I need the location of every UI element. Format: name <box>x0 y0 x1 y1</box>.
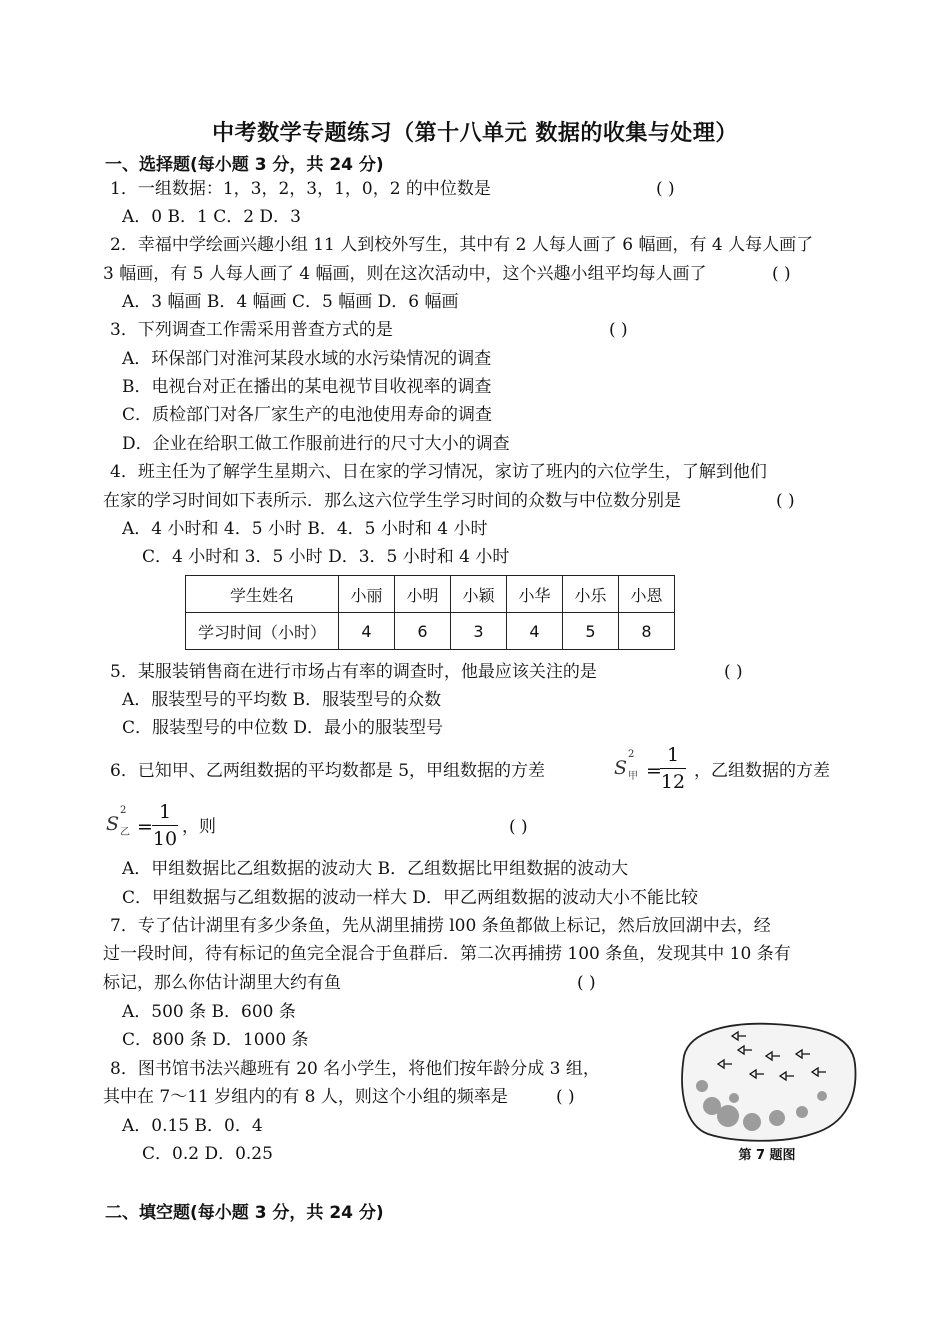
study-time-table <box>185 575 675 650</box>
q8-answer-paren: ( ) <box>556 1087 575 1107</box>
table-cell-name: 小恩 <box>619 576 675 613</box>
table-cell-hours: 4 <box>507 613 563 650</box>
q3-option-c: C．质检部门对各厂家生产的电池使用寿命的调查 <box>122 405 493 425</box>
q8-options-ab: A．0.15 B．0．4 <box>122 1116 263 1136</box>
fraction-numerator: 1 <box>666 744 680 766</box>
q3-option-d: D．企业在给职工做工作服前进行的尺寸大小的调查 <box>122 434 510 454</box>
table-cell-hours: 8 <box>619 613 675 650</box>
q5-options-ab: A．服装型号的平均数 B．服装型号的众数 <box>122 690 442 710</box>
table-row <box>186 576 675 613</box>
table-cell-hours: 4 <box>339 613 395 650</box>
fraction-numerator: 1 <box>158 801 172 823</box>
fraction-denominator: 10 <box>152 828 178 850</box>
fraction-bar <box>660 768 686 769</box>
q7-line2: 过一段时间，待有标记的鱼完全混合于鱼群后．第二次再捕捞 100 条鱼，发现其中 10 条有 <box>103 944 791 964</box>
variance-symbol-jia <box>614 749 639 782</box>
q4-options-cd: C．4 小时和 3．5 小时 D．3．5 小时和 4 小时 <box>142 547 510 567</box>
q6-options-cd: C．甲组数据与乙组数据的波动一样大 D．甲乙两组数据的波动大小不能比较 <box>122 888 699 908</box>
q7-options-ab: A．500 条 B．600 条 <box>122 1002 296 1022</box>
q6-stem-c: ，则 <box>182 817 216 837</box>
table-cell-name: 小华 <box>507 576 563 613</box>
table-cell-hours: 5 <box>563 613 619 650</box>
fraction-one-tenth <box>152 800 178 851</box>
q3-stem: 3．下列调查工作需采用普查方式的是 <box>110 320 393 340</box>
q3-option-b: B．电视台对正在播出的某电视节目收视率的调查 <box>122 377 492 397</box>
lake-figure <box>672 1016 862 1166</box>
q6-options-ab: A．甲组数据比乙组数据的波动大 B．乙组数据比甲组数据的波动大 <box>122 859 629 879</box>
table-cell-name: 小颖 <box>451 576 507 613</box>
fraction-one-twelfth <box>660 743 686 794</box>
q6-equals-1: = <box>646 760 662 782</box>
q4-answer-paren: ( ) <box>776 491 795 511</box>
q5-answer-paren: ( ) <box>724 662 743 682</box>
q1-stem: 1．一组数据：1，3，2，3，1，0，2 的中位数是 <box>110 179 491 199</box>
fraction-denominator: 12 <box>660 771 686 793</box>
q4-options-ab: A．4 小时和 4．5 小时 B．4．5 小时和 4 小时 <box>122 519 488 539</box>
q7-line3: 标记，那么你估计湖里大约有鱼 <box>103 973 341 993</box>
variance-letter: S <box>614 757 628 779</box>
variance-subscript: 乙 <box>120 827 131 838</box>
q1-answer-paren: ( ) <box>656 179 675 199</box>
q2-line1: 2．幸福中学绘画兴趣小组 11 人到校外写生，其中有 2 人每人画了 6 幅画，有 4 人每人画了 <box>110 235 814 255</box>
q6-stem-b: ，乙组数据的方差 <box>694 761 830 781</box>
q7-options-cd: C．800 条 D．1000 条 <box>122 1030 309 1050</box>
variance-superscript: 2 <box>120 805 127 816</box>
table-header-label: 学生姓名 <box>186 576 339 613</box>
variance-symbol-yi <box>106 805 131 838</box>
table-cell-hours: 3 <box>451 613 507 650</box>
q2-line2: 3 幅画，有 5 人每人画了 4 幅画，则在这次活动中，这个兴趣小组平均每人画了 <box>103 264 707 284</box>
table-cell-name: 小丽 <box>339 576 395 613</box>
q7-answer-paren: ( ) <box>577 973 596 993</box>
page-title: 中考数学专题练习（第十八单元 数据的收集与处理） <box>212 121 738 146</box>
table-cell-name: 小明 <box>395 576 451 613</box>
variance-letter: S <box>106 813 120 835</box>
q2-options: A．3 幅画 B．4 幅画 C．5 幅画 D．6 幅画 <box>122 292 459 312</box>
figure-caption: 第 7 题图 <box>738 1148 796 1163</box>
table-row <box>186 613 675 650</box>
q5-stem: 5．某服装销售商在进行市场占有率的调查时，他最应该关注的是 <box>110 662 597 682</box>
q6-equals-2: = <box>137 816 153 838</box>
table-cell-name: 小乐 <box>563 576 619 613</box>
table-cell-hours: 6 <box>395 613 451 650</box>
q2-answer-paren: ( ) <box>772 264 791 284</box>
q4-line1: 4．班主任为了解学生星期六、日在家的学习情况，家访了班内的六位学生，了解到他们 <box>110 462 767 482</box>
section-heading-choice: 一、选择题(每小题 3 分，共 24 分) <box>105 155 384 175</box>
q5-options-cd: C．服装型号的中位数 D．最小的服装型号 <box>122 718 444 738</box>
q1-options: A．0 B．1 C．2 D．3 <box>122 207 301 227</box>
table-row-label: 学习时间（小时） <box>186 613 339 650</box>
q8-options-cd: C．0.2 D．0.25 <box>142 1144 273 1164</box>
q4-line2: 在家的学习时间如下表所示．那么这六位学生学习时间的众数与中位数分别是 <box>103 491 681 511</box>
q3-answer-paren: ( ) <box>609 320 628 340</box>
q3-option-a: A．环保部门对淮河某段水域的水污染情况的调查 <box>122 349 492 369</box>
q7-line1: 7．专了估计湖里有多少条鱼，先从湖里捕捞 l00 条鱼都做上标记，然后放回湖中去，经 <box>110 916 771 936</box>
variance-subscript: 甲 <box>628 771 639 782</box>
q8-line1: 8．图书馆书法兴趣班有 20 名小学生，将他们按年龄分成 3 组， <box>110 1059 600 1079</box>
q6-answer-paren: ( ) <box>509 817 528 837</box>
variance-superscript: 2 <box>628 749 635 760</box>
section-heading-fill: 二、填空题(每小题 3 分，共 24 分) <box>105 1203 384 1223</box>
q6-stem-a: 6．已知甲、乙两组数据的平均数都是 5，甲组数据的方差 <box>110 761 546 781</box>
q8-line2: 其中在 7～11 岁组内的有 8 人，则这个小组的频率是 <box>103 1087 508 1107</box>
fraction-bar <box>152 825 178 826</box>
